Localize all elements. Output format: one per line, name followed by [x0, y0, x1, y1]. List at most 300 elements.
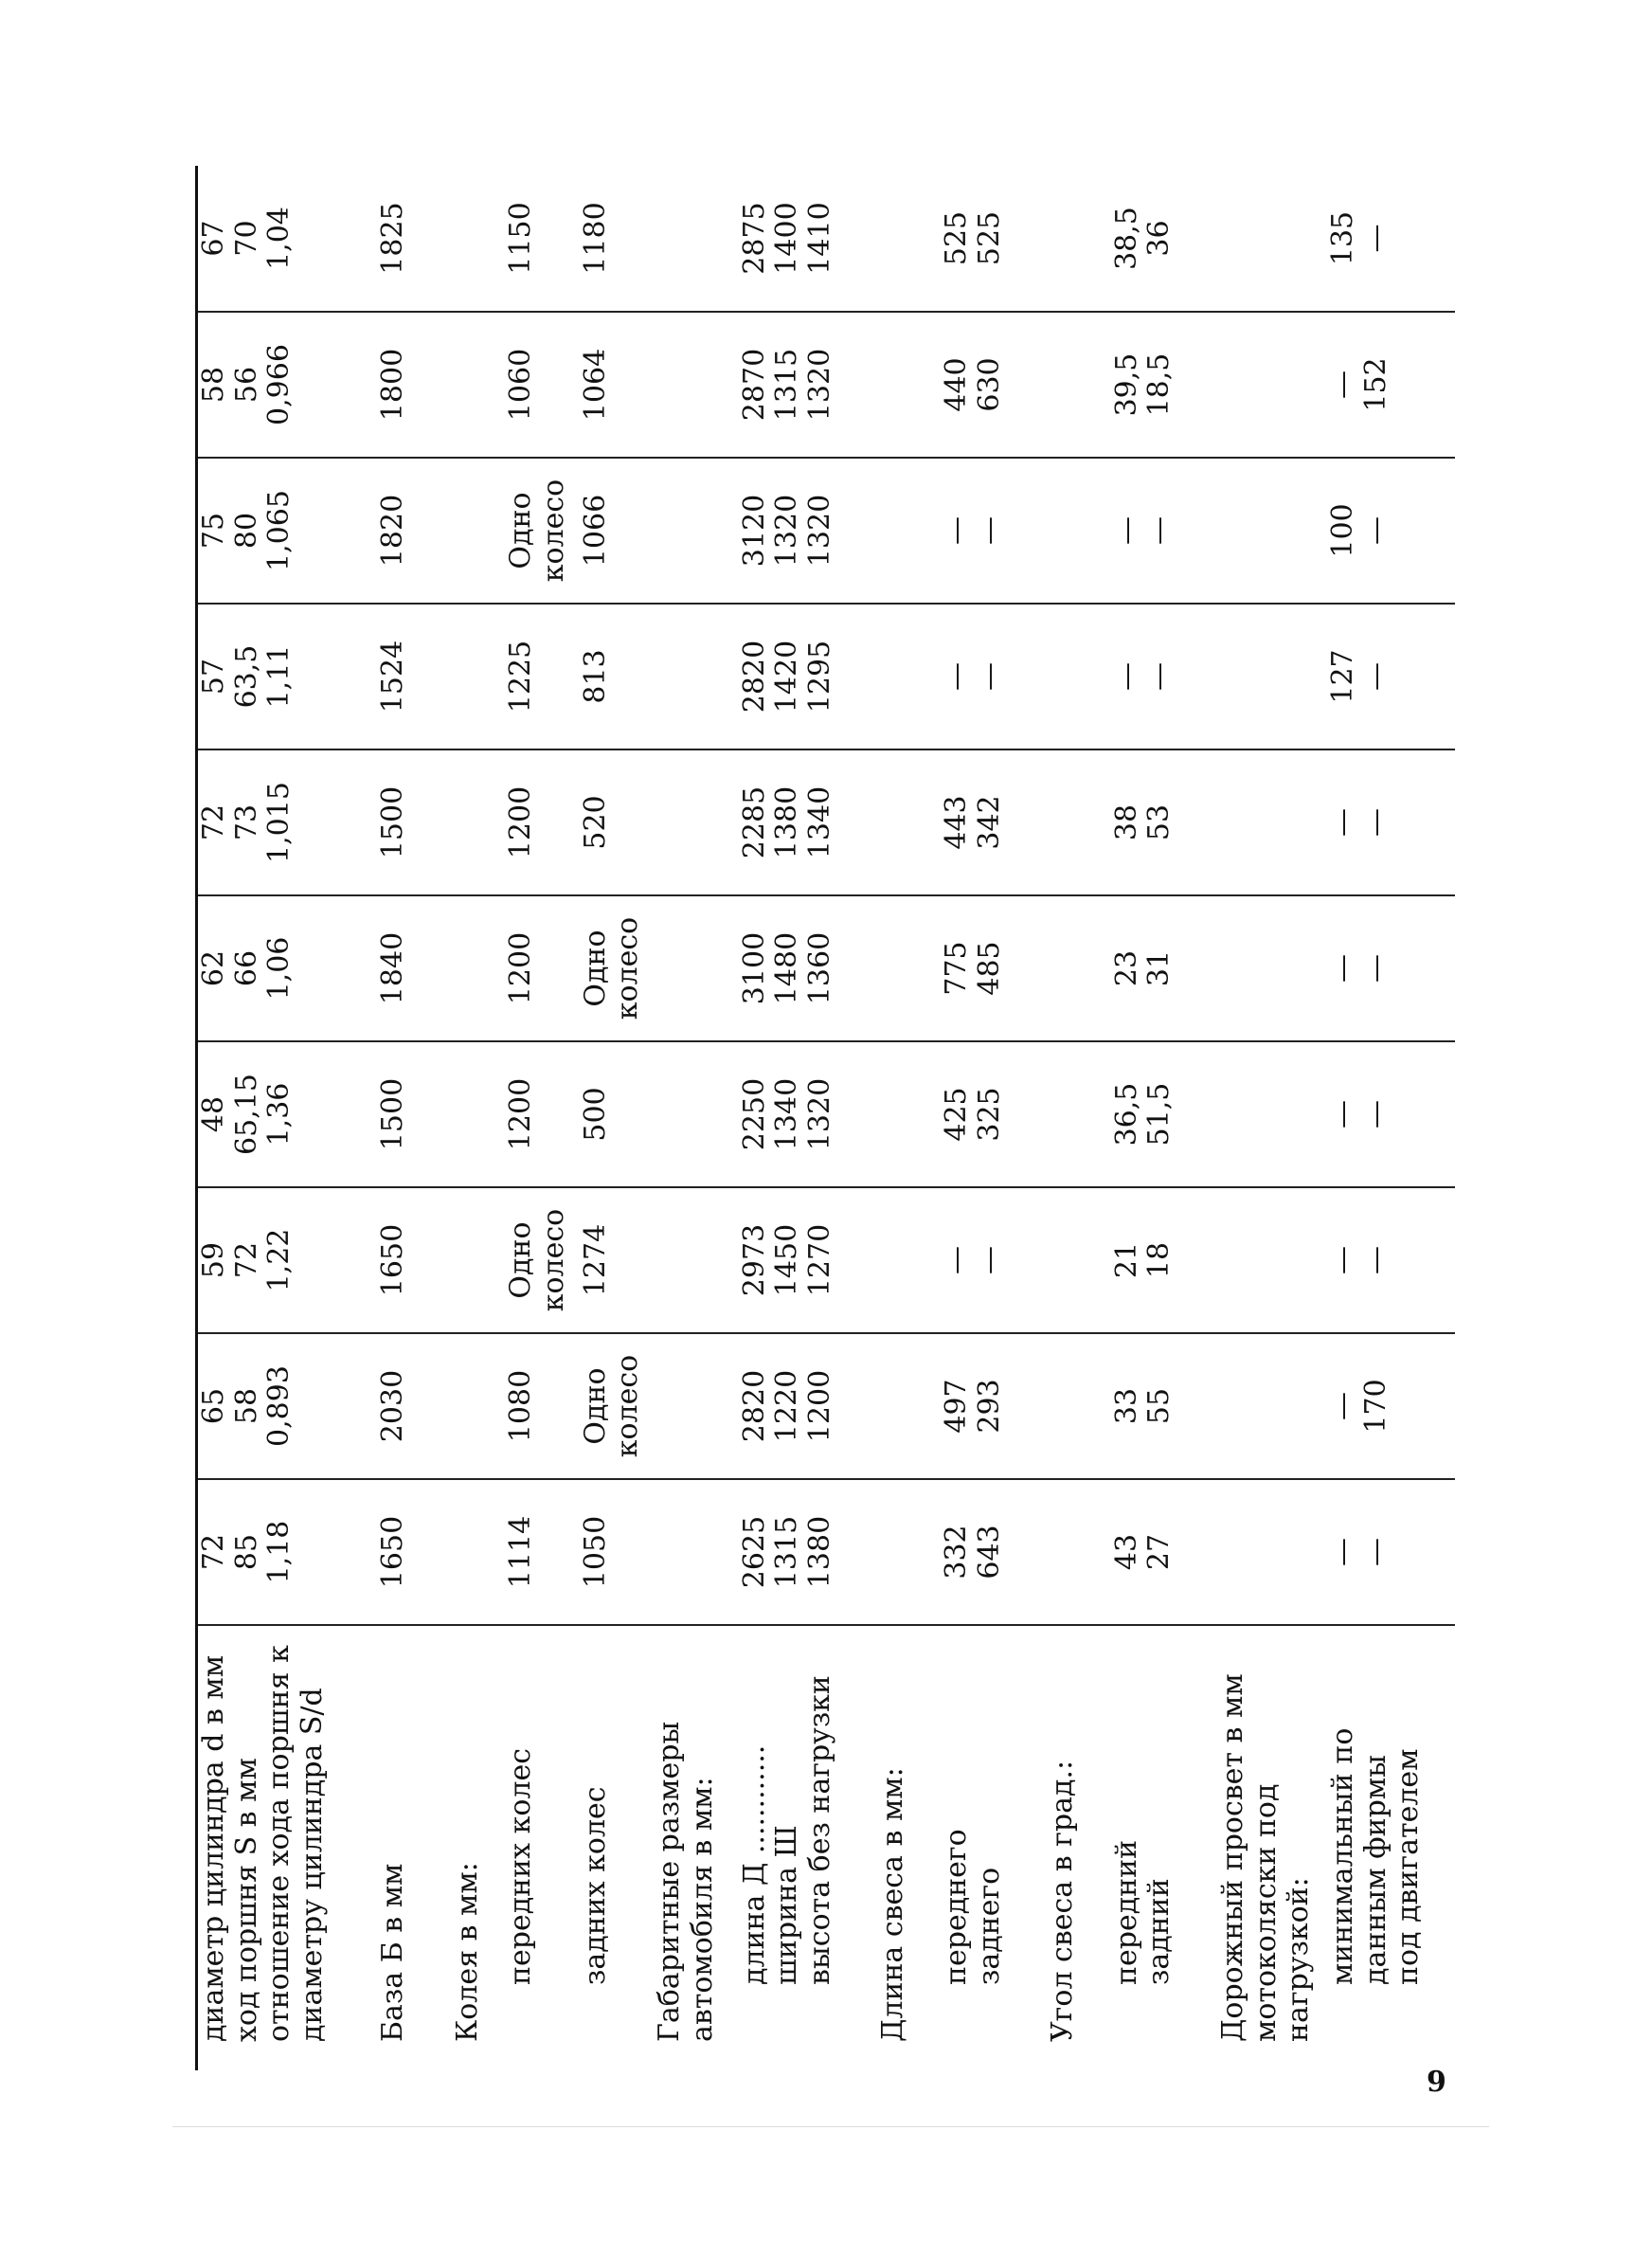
cell-value: 1,065 — [262, 490, 296, 571]
cell-value: 1,04 — [262, 207, 296, 270]
table-cell — [452, 1041, 505, 1187]
table-cell — [580, 749, 655, 895]
table-cell — [1327, 166, 1455, 312]
cell-value: 1274 — [578, 1223, 612, 1297]
cell-value: 0,893 — [262, 1365, 296, 1447]
table-cell — [654, 1187, 739, 1333]
table-cell — [1217, 749, 1327, 895]
cell-value: 33 — [1109, 1387, 1143, 1425]
cell-value: 2820 — [737, 640, 771, 713]
cell-value: 1,06 — [262, 936, 296, 1001]
table-cell — [1217, 166, 1327, 312]
cell-value: — — [1358, 808, 1392, 837]
cell-value: — — [1358, 1246, 1392, 1274]
row-label-line: переднего — [940, 1829, 974, 1985]
cell-value: 1360 — [802, 931, 836, 1005]
table-row — [941, 166, 1047, 2070]
table-cell — [505, 166, 580, 312]
cell-value: 1650 — [376, 1515, 410, 1589]
cell-value: 0,966 — [262, 344, 296, 425]
row-label — [505, 1625, 580, 2070]
row-label — [197, 1625, 378, 2070]
table-cell — [377, 1041, 452, 1187]
cell-value: 38 — [1109, 803, 1143, 841]
cell-value: 1,18 — [262, 1520, 296, 1584]
table-cell — [941, 749, 1047, 895]
cell-value: — — [972, 516, 1006, 545]
cell-value: 1450 — [770, 1223, 804, 1297]
cell-value: 2870 — [737, 348, 771, 422]
row-label — [654, 1625, 739, 2070]
row-label-line: задний — [1142, 1878, 1176, 1985]
cell-value: 325 — [972, 1087, 1006, 1142]
table-cell — [877, 749, 941, 895]
table-cell — [941, 1187, 1047, 1333]
cell-value: 497 — [940, 1379, 974, 1434]
specs-table — [195, 166, 1455, 2070]
table-cell — [1111, 604, 1217, 749]
cell-value: — — [1358, 1100, 1392, 1128]
cell-value: 1150 — [504, 202, 537, 275]
cell-value: 1200 — [504, 785, 537, 859]
cell-value: 36 — [1142, 220, 1176, 257]
table-cell — [1111, 1333, 1217, 1479]
row-label-line: высота без нагрузки — [802, 1675, 836, 1985]
table-cell — [377, 604, 452, 749]
row-label-line: заднего — [972, 1867, 1006, 1985]
table-cell — [1111, 1041, 1217, 1187]
cell-value: Одно колесо — [578, 916, 645, 1020]
cell-value: 1220 — [770, 1369, 804, 1443]
row-label-line: диаметру цилиндра S/d — [295, 1688, 329, 2042]
table-cell — [1047, 1333, 1110, 1479]
cell-value: — — [1358, 1538, 1392, 1566]
cell-value: 51,5 — [1142, 1082, 1176, 1147]
row-label-line: длина Д ............ — [737, 1744, 771, 1985]
cell-value: Одно колесо — [578, 1354, 645, 1458]
row-label — [1111, 1625, 1217, 2070]
table-cell — [580, 1041, 655, 1187]
table-cell — [941, 1479, 1047, 1625]
table-cell — [877, 1479, 941, 1625]
table-cell — [505, 1041, 580, 1187]
cell-value: 1380 — [770, 785, 804, 859]
table-cell — [1217, 895, 1327, 1041]
table-cell — [654, 458, 739, 604]
table-cell — [452, 1187, 505, 1333]
table-cell — [1111, 458, 1217, 604]
cell-value: 1340 — [770, 1077, 804, 1151]
table-cell — [1217, 1187, 1327, 1333]
row-label-line: под двигателем — [1392, 1748, 1426, 1985]
table-cell — [377, 1333, 452, 1479]
cell-value: 813 — [578, 649, 612, 704]
table-cell — [580, 312, 655, 458]
row-label-line: передних колес — [504, 1747, 537, 1985]
table-cell — [1111, 749, 1217, 895]
table-cell — [1327, 749, 1455, 895]
rotated-table-wrapper — [195, 166, 1455, 2070]
table-cell — [1047, 895, 1110, 1041]
table-cell — [452, 604, 505, 749]
table-cell — [941, 312, 1047, 458]
cell-value: 65,15 — [229, 1074, 263, 1155]
table-cell — [452, 166, 505, 312]
cell-value: 440 — [940, 357, 974, 412]
cell-value: 55 — [1142, 1387, 1176, 1425]
table-cell — [377, 458, 452, 604]
row-label-line: передний — [1109, 1839, 1143, 1985]
row-label-line: минимальный по данным фирмы — [1326, 1727, 1392, 1985]
table-cell — [739, 312, 877, 458]
cell-value: 525 — [940, 210, 974, 266]
cell-value: 66 — [229, 949, 263, 987]
cell-value: — — [1326, 1538, 1360, 1566]
cell-value: 1225 — [504, 640, 537, 713]
cell-value: — — [1142, 516, 1176, 545]
table-cell — [197, 458, 378, 604]
cell-value: 135 — [1326, 210, 1360, 266]
cell-value: — — [972, 662, 1006, 691]
row-label-line: Дорожный просвет в мм мотоколяски под нагрузкой: — [1216, 1673, 1316, 2042]
row-label-line: Габаритные размеры автомобиля в мм: — [653, 1721, 719, 2042]
cell-value: 58 — [229, 1387, 263, 1425]
table-cell — [1047, 604, 1110, 749]
table-cell — [877, 1187, 941, 1333]
cell-value: 2973 — [737, 1223, 771, 1297]
cell-value: 80 — [229, 512, 263, 550]
table-cell — [739, 166, 877, 312]
cell-value: — — [1358, 224, 1392, 253]
table-cell — [197, 1333, 378, 1479]
row-label — [377, 1625, 452, 2070]
cell-value: 72 — [197, 803, 230, 841]
cell-value: 1200 — [504, 1077, 537, 1151]
cell-value: 1320 — [770, 494, 804, 568]
table-cell — [877, 604, 941, 749]
cell-value: 1825 — [376, 202, 410, 275]
table-cell — [580, 604, 655, 749]
table-cell — [197, 1041, 378, 1187]
table-cell — [1327, 604, 1455, 749]
cell-value: 1380 — [802, 1515, 836, 1589]
cell-value: — — [1326, 1100, 1360, 1128]
table-cell — [1327, 1479, 1455, 1625]
table-cell — [1217, 1479, 1327, 1625]
cell-value: — — [1326, 808, 1360, 837]
table-cell — [941, 604, 1047, 749]
table-cell — [877, 1041, 941, 1187]
table-cell — [580, 1333, 655, 1479]
row-label — [1047, 1625, 1110, 2070]
cell-value: 1064 — [578, 348, 612, 422]
cell-value: 1500 — [376, 1077, 410, 1151]
table-cell — [377, 1479, 452, 1625]
row-label — [941, 1625, 1047, 2070]
cell-value: 2625 — [737, 1515, 771, 1589]
table-cell — [1047, 749, 1110, 895]
cell-value: 36,5 — [1109, 1082, 1143, 1147]
table-row — [1327, 166, 1455, 2070]
cell-value: 1050 — [578, 1515, 612, 1589]
cell-value: 1060 — [504, 348, 537, 422]
cell-value: 1,36 — [262, 1082, 296, 1147]
table-cell — [1217, 1041, 1327, 1187]
cell-value: — — [1326, 370, 1360, 399]
cell-value: 170 — [1358, 1379, 1392, 1434]
cell-value: 1114 — [504, 1515, 537, 1589]
table-cell — [1217, 312, 1327, 458]
table-cell — [197, 1479, 378, 1625]
table-cell — [580, 166, 655, 312]
cell-value: — — [1358, 516, 1392, 545]
table-cell — [1111, 1479, 1217, 1625]
table-cell — [452, 749, 505, 895]
cell-value: 1410 — [802, 202, 836, 275]
cell-value: — — [940, 516, 974, 545]
table-row — [505, 166, 580, 2070]
table-cell — [877, 458, 941, 604]
cell-value: 1320 — [802, 1077, 836, 1151]
table-cell — [505, 749, 580, 895]
cell-value: 443 — [940, 795, 974, 850]
row-label-line: диаметр цилиндра d в мм — [197, 1654, 230, 2042]
cell-value: 1315 — [770, 348, 804, 422]
table-cell — [1111, 1187, 1217, 1333]
cell-value: 630 — [972, 357, 1006, 412]
cell-value: 1,015 — [262, 782, 296, 863]
table-cell — [505, 895, 580, 1041]
table-cell — [1111, 166, 1217, 312]
table-cell — [739, 1187, 877, 1333]
cell-value: 3100 — [737, 931, 771, 1005]
cell-value: 1080 — [504, 1369, 537, 1443]
table-cell — [452, 312, 505, 458]
table-cell — [654, 749, 739, 895]
cell-value: 1800 — [376, 348, 410, 422]
cell-value: Одно колесо — [504, 478, 570, 583]
cell-value: 75 — [197, 512, 230, 550]
cell-value: 1320 — [802, 494, 836, 568]
cell-value: — — [1109, 516, 1143, 545]
table-cell — [197, 749, 378, 895]
cell-value: 100 — [1326, 503, 1360, 558]
row-label — [1217, 1625, 1327, 2070]
table-cell — [505, 1333, 580, 1479]
table-cell — [377, 166, 452, 312]
cell-value: 72 — [197, 1533, 230, 1571]
table-cell — [505, 312, 580, 458]
table-cell — [1327, 895, 1455, 1041]
cell-value: Одно колесо — [504, 1208, 570, 1312]
table-cell — [1327, 312, 1455, 458]
cell-value: 1420 — [770, 640, 804, 713]
table-cell — [1327, 1187, 1455, 1333]
cell-value: 1066 — [578, 494, 612, 568]
table-cell — [505, 604, 580, 749]
cell-value: 1500 — [376, 785, 410, 859]
cell-value: 1320 — [802, 348, 836, 422]
cell-value: 775 — [940, 941, 974, 996]
table-cell — [197, 604, 378, 749]
cell-value: 1,22 — [262, 1228, 296, 1292]
table-cell — [654, 1041, 739, 1187]
cell-value: 43 — [1109, 1533, 1143, 1571]
table-cell — [452, 1333, 505, 1479]
table-cell — [197, 1187, 378, 1333]
table-cell — [377, 312, 452, 458]
cell-value: 1650 — [376, 1223, 410, 1297]
cell-value: 1200 — [802, 1369, 836, 1443]
cell-value: — — [1142, 662, 1176, 691]
cell-value: 70 — [229, 220, 263, 257]
cell-value: 1315 — [770, 1515, 804, 1589]
cell-value: 1340 — [802, 785, 836, 859]
table-cell — [877, 1333, 941, 1479]
table-cell — [877, 312, 941, 458]
table-cell — [377, 749, 452, 895]
table-cell — [580, 895, 655, 1041]
table-cell — [1047, 458, 1110, 604]
cell-value: 67 — [197, 220, 230, 257]
cell-value: 62 — [197, 949, 230, 987]
cell-value: — — [1326, 954, 1360, 983]
cell-value: 1524 — [376, 640, 410, 713]
cell-value: 73 — [229, 803, 263, 841]
table-cell — [452, 1479, 505, 1625]
row-label — [580, 1625, 655, 2070]
cell-value: 2030 — [376, 1369, 410, 1443]
table-cell — [739, 1333, 877, 1479]
cell-value: 58 — [197, 366, 230, 404]
table-row — [1111, 166, 1217, 2070]
cell-value: 3120 — [737, 494, 771, 568]
table-cell — [941, 1041, 1047, 1187]
table-cell — [654, 166, 739, 312]
cell-value: 1480 — [770, 931, 804, 1005]
table-cell — [941, 458, 1047, 604]
table-cell — [1047, 1041, 1110, 1187]
table-cell — [941, 895, 1047, 1041]
cell-value: 293 — [972, 1379, 1006, 1434]
table-row — [377, 166, 452, 2070]
cell-value: 18 — [1142, 1241, 1176, 1279]
row-label-line: ход поршня S в мм — [229, 1758, 263, 2042]
table-cell — [1327, 458, 1455, 604]
cell-value: 59 — [197, 1241, 230, 1279]
table-cell — [739, 749, 877, 895]
table-cell — [505, 1187, 580, 1333]
table-cell — [877, 166, 941, 312]
cell-value: 57 — [197, 658, 230, 695]
table-cell — [1111, 312, 1217, 458]
cell-value: 85 — [229, 1533, 263, 1571]
cell-value: — — [1358, 954, 1392, 983]
page-number: 9 — [1427, 2066, 1446, 2099]
cell-value: 63,5 — [229, 644, 263, 709]
cell-value: 525 — [972, 210, 1006, 266]
cell-value: 127 — [1326, 649, 1360, 704]
table-cell — [197, 895, 378, 1041]
table-cell — [1047, 166, 1110, 312]
table-cell — [377, 895, 452, 1041]
table-cell — [197, 312, 378, 458]
table-cell — [1217, 458, 1327, 604]
cell-value: 53 — [1142, 803, 1176, 841]
cell-value: 425 — [940, 1087, 974, 1142]
row-label-line: отношение хода поршня к — [262, 1645, 296, 2042]
table-cell — [452, 458, 505, 604]
row-label — [1327, 1625, 1455, 2070]
table-cell — [941, 1333, 1047, 1479]
table-row — [1217, 166, 1327, 2070]
cell-value: 1400 — [770, 202, 804, 275]
cell-value: 2875 — [737, 202, 771, 275]
table-cell — [1047, 1187, 1110, 1333]
cell-value: 21 — [1109, 1241, 1143, 1279]
cell-value: 1840 — [376, 931, 410, 1005]
cell-value: 31 — [1142, 949, 1176, 987]
table-cell — [654, 312, 739, 458]
table-cell — [505, 458, 580, 604]
row-label — [739, 1625, 877, 2070]
cell-value: 332 — [940, 1525, 974, 1580]
row-label-line: Колея в мм: — [450, 1862, 484, 2042]
row-label-line: Длина свеса в мм: — [875, 1767, 909, 2042]
cell-value: — — [940, 662, 974, 691]
table-cell — [877, 895, 941, 1041]
row-label-line: ширина Ш — [770, 1825, 804, 1985]
cell-value: 39,5 — [1109, 352, 1143, 417]
table-row — [1047, 166, 1110, 2070]
cell-value: 2250 — [737, 1077, 771, 1151]
table-cell — [941, 166, 1047, 312]
cell-value: 38,5 — [1109, 207, 1143, 270]
cell-value: — — [1326, 1392, 1360, 1420]
cell-value: — — [1358, 662, 1392, 691]
table-cell — [1327, 1333, 1455, 1479]
table-cell — [580, 458, 655, 604]
table-cell — [739, 1041, 877, 1187]
cell-value: — — [972, 1246, 1006, 1274]
table-cell — [1047, 312, 1110, 458]
cell-value: 1,11 — [262, 644, 296, 709]
cell-value: 643 — [972, 1525, 1006, 1580]
row-label-line: задних колес — [578, 1786, 612, 1985]
row-label-line: База Б в мм — [376, 1863, 410, 2042]
row-label — [877, 1625, 941, 2070]
table-cell — [580, 1479, 655, 1625]
table-cell — [654, 1479, 739, 1625]
cell-value: — — [1109, 662, 1143, 691]
cell-value: — — [940, 1246, 974, 1274]
table-row — [452, 166, 505, 2070]
table-row — [580, 166, 655, 2070]
cell-value: 1270 — [802, 1223, 836, 1297]
table-cell — [739, 1479, 877, 1625]
row-label-line: Угол свеса в град.: — [1046, 1760, 1080, 2042]
specs-table-body — [197, 166, 1456, 2070]
table-cell — [654, 1333, 739, 1479]
cell-value: 342 — [972, 795, 1006, 850]
cell-value: — — [1326, 1246, 1360, 1274]
table-cell — [739, 458, 877, 604]
cell-value: 485 — [972, 941, 1006, 996]
cell-value: 27 — [1142, 1533, 1176, 1571]
table-cell — [739, 604, 877, 749]
cell-value: 72 — [229, 1241, 263, 1279]
table-cell — [1047, 1479, 1110, 1625]
